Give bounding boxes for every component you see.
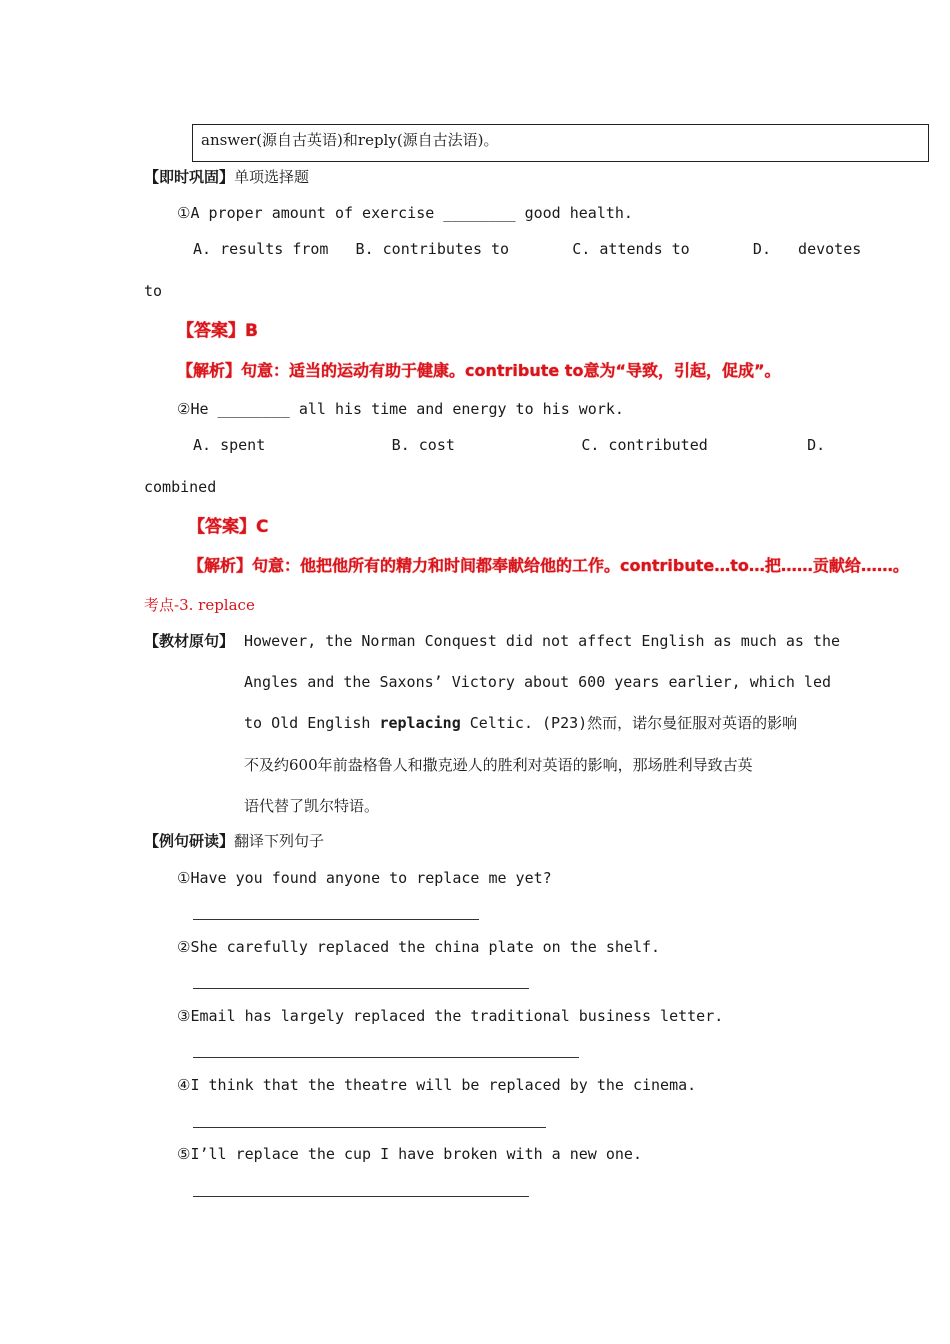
source-line-4: 不及约600年前盎格鲁人和撒克逊人的胜利对英语的影响，那场胜利导致古英 <box>244 756 753 774</box>
answer-line-1[interactable] <box>193 919 479 920</box>
source-line-3-post: Celtic. (P23)然而，诺尔曼征服对英语的影响 <box>460 714 798 732</box>
quiz-header-label: 【即时巩固】 <box>144 168 235 186</box>
example-3: ③Email has largely replaced the traditional business letter. <box>177 1007 724 1025</box>
examples-header <box>144 831 324 851</box>
answer-line-3[interactable] <box>193 1057 579 1058</box>
answer-line-2[interactable] <box>193 988 529 989</box>
source-line-3-pre: to Old English <box>244 714 380 732</box>
example-4: ④I think that the theatre will be replaced by the cinema. <box>177 1076 697 1094</box>
question-1-options-wrap: to <box>144 282 163 300</box>
example-2: ②She carefully replaced the china plate on the shelf. <box>177 938 661 956</box>
examples-label: 【例句研读】 <box>144 832 235 850</box>
source-line-2: Angles and the Saxons’ Victory about 600 years earlier, which led <box>244 673 831 691</box>
answer-line-5[interactable] <box>193 1196 529 1197</box>
question-2-analysis: 【解析】句意：他把他所有的精力和时间都奉献给他的工作。contribute…to…把……贡献给……。 <box>188 556 909 575</box>
quiz-header-text: 单项选择题 <box>234 168 310 186</box>
point-title: 考点-3. replace <box>144 596 255 614</box>
source-label: 【教材原句】 <box>144 632 235 650</box>
question-2-options: A. spent B. cost C. contributed D. <box>193 436 826 454</box>
example-1: ①Have you found anyone to replace me yet? <box>177 869 552 887</box>
answer-line-4[interactable] <box>193 1127 546 1128</box>
source-line-3 <box>244 713 797 733</box>
question-2-options-wrap: combined <box>144 478 217 496</box>
question-1-stem: ①A proper amount of exercise ________ good health. <box>177 204 633 222</box>
question-1-options: A. results from B. contributes to C. attends to D. devotes <box>193 240 862 258</box>
question-1-answer: 【答案】B <box>177 321 258 341</box>
quiz-header <box>144 167 309 187</box>
continuation-box <box>192 124 929 162</box>
source-line-3-keyword: replacing <box>379 714 461 732</box>
question-2-answer: 【答案】C <box>188 517 269 537</box>
question-2-stem: ②He ________ all his time and energy to his work. <box>177 400 624 418</box>
examples-instruction: 翻译下列句子 <box>234 832 325 850</box>
example-5: ⑤I’ll replace the cup I have broken with a new one. <box>177 1145 642 1163</box>
question-1-analysis: 【解析】句意：适当的运动有助于健康。contribute to意为“导致，引起，促成”。 <box>177 361 781 380</box>
source-line-5: 语代替了凯尔特语。 <box>244 797 380 815</box>
source-line-1: However, the Norman Conquest did not affect English as much as the <box>244 632 841 650</box>
box-text: answer(源自古英语)和reply(源自古法语)。 <box>201 131 499 149</box>
